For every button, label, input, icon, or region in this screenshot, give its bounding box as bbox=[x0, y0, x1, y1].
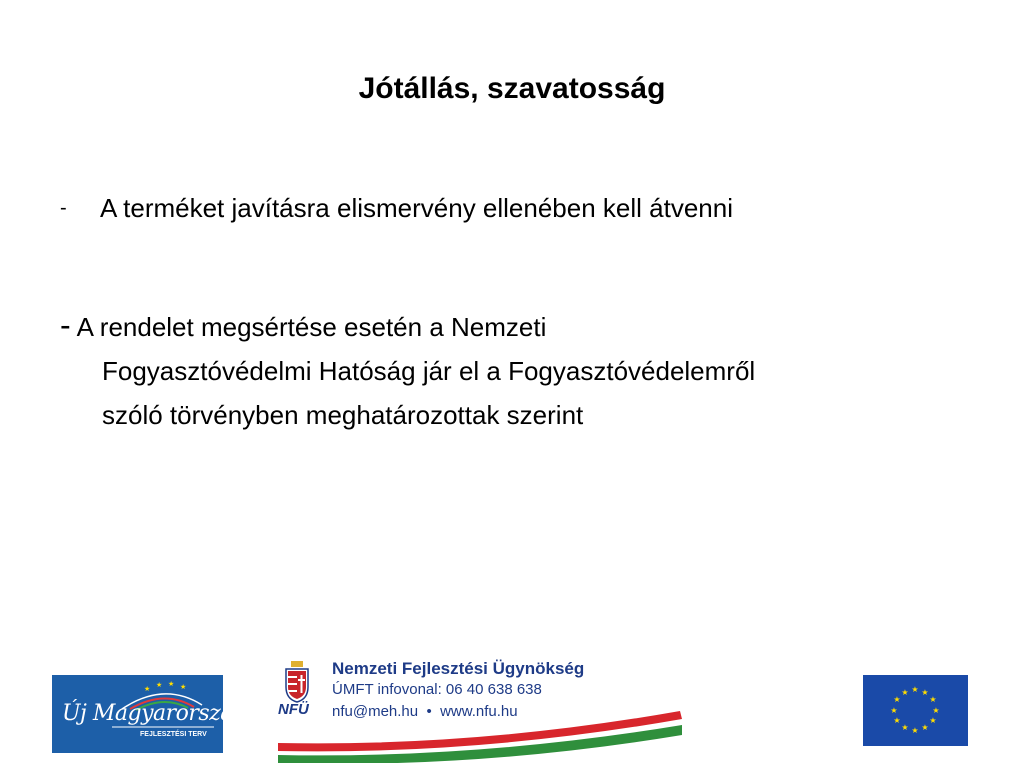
svg-text:★: ★ bbox=[911, 685, 919, 694]
svg-text:★: ★ bbox=[156, 682, 163, 689]
bullet-item-1 bbox=[60, 193, 733, 224]
bullet-text-line-1: A rendelet megsértése esetén a Nemzeti bbox=[76, 312, 547, 342]
uj-magyarorszag-logo bbox=[52, 675, 247, 753]
svg-text:★: ★ bbox=[893, 695, 901, 704]
svg-text:★: ★ bbox=[929, 716, 937, 725]
svg-text:★: ★ bbox=[921, 688, 929, 697]
nfu-infoline: ÚMFT infovonal: 06 40 638 638 bbox=[332, 681, 542, 698]
svg-text:★: ★ bbox=[911, 726, 919, 735]
nfu-agency-name: Nemzeti Fejlesztési Ügynökség bbox=[332, 659, 585, 678]
svg-text:★: ★ bbox=[901, 688, 909, 697]
bullet-marker: - bbox=[60, 197, 67, 219]
nfu-abbreviation: NFÜ bbox=[278, 701, 309, 718]
eu-flag-icon bbox=[863, 675, 968, 746]
svg-text:★: ★ bbox=[168, 681, 175, 688]
bullet-item-2 bbox=[60, 303, 980, 437]
hungarian-crest-icon bbox=[282, 659, 312, 703]
umft-logo-subtitle: FEJLESZTÉSI TERV bbox=[140, 731, 207, 738]
svg-text:★: ★ bbox=[932, 706, 940, 715]
flag-stripes-icon bbox=[276, 705, 686, 763]
nfu-logo bbox=[276, 655, 686, 763]
bullet-text-line-3: szóló törvényben meghatározottak szerint bbox=[102, 400, 584, 430]
svg-text:★: ★ bbox=[144, 686, 151, 693]
bullet-text: A terméket javításra elismervény ellenében kell átvenni bbox=[100, 193, 733, 223]
nfu-email: nfu@meh.hu bbox=[332, 703, 419, 720]
umft-logo-text: Új Magyarország bbox=[62, 701, 247, 726]
slide-title: Jótállás, szavatosság bbox=[358, 72, 666, 105]
nfu-separator: • bbox=[426, 703, 432, 720]
bullet-marker: - bbox=[60, 307, 71, 343]
eu-flag bbox=[863, 675, 968, 746]
bullet-text-line-2: Fogyasztóvédelmi Hatóság jár el a Fogyasztóvédelemről bbox=[102, 356, 756, 386]
svg-text:★: ★ bbox=[890, 706, 898, 715]
svg-text:★: ★ bbox=[901, 723, 909, 732]
svg-text:★: ★ bbox=[921, 723, 929, 732]
svg-text:★: ★ bbox=[893, 716, 901, 725]
nfu-website: www.nfu.hu bbox=[440, 703, 518, 720]
svg-text:★: ★ bbox=[180, 684, 187, 691]
svg-text:★: ★ bbox=[929, 695, 937, 704]
